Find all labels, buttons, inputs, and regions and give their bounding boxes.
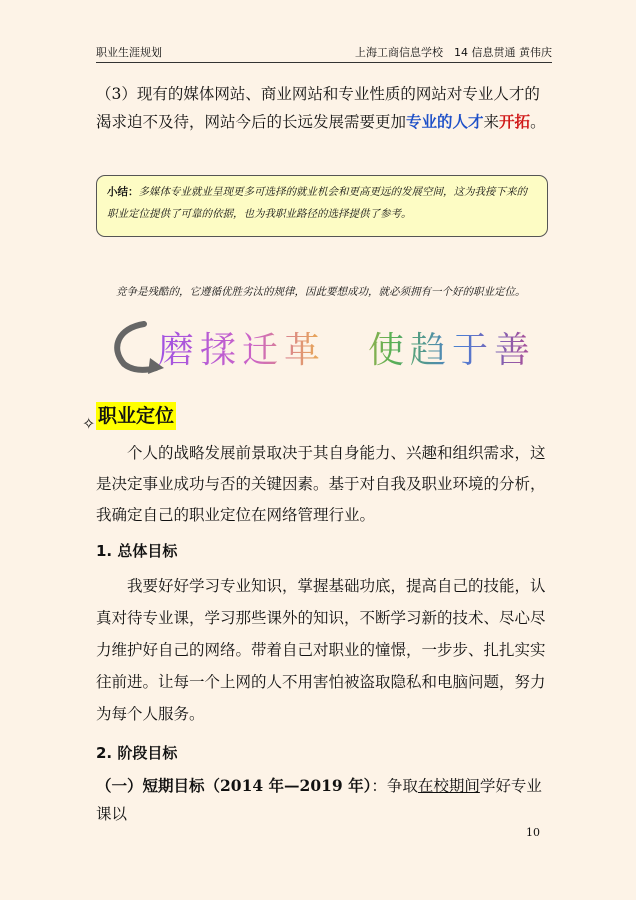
stage-goal-heading: 2. 阶段目标 bbox=[96, 744, 178, 762]
quote-text: 竞争是残酷的，它遵循优胜劣汰的规律，因此要想成功，就必须拥有一个好的职业定位。 bbox=[116, 286, 526, 298]
position-paragraph: 个人的战略发展前景取决于其自身能力、兴趣和组织需求，这是决定事业成功与否的关键因素。基于对自我及职业环境的分析，我确定自己的职业定位在网络管理行业。 bbox=[96, 444, 546, 524]
section-title: 职业定位 bbox=[96, 402, 176, 430]
slogan-wordart: 磨揉迁革 使趋于善 bbox=[158, 322, 536, 373]
summary-box bbox=[96, 175, 548, 237]
summary-label: 小结： bbox=[107, 186, 139, 198]
short-term-mid: ：争取 bbox=[371, 777, 418, 795]
intro-mid-text: 来 bbox=[483, 113, 500, 131]
header-right: 上海工商信息学校 14 信息贯通 黄伟庆 bbox=[355, 46, 552, 59]
intro-paragraph bbox=[96, 80, 552, 136]
intro-blue-text: 专业的人才 bbox=[406, 112, 484, 131]
header-left: 职业生涯规划 bbox=[96, 46, 162, 59]
short-term-goal-line bbox=[96, 772, 552, 828]
intro-end: 。 bbox=[530, 113, 546, 131]
short-term-label: （一）短期目标（2014 年—2019 年） bbox=[96, 776, 372, 795]
summary-text: 多媒体专业就业呈现更多可选择的就业机会和更高更远的发展空间，这为我接下来的职业定位提供了可靠的依据，也为我职业路径的选择提供了参考。 bbox=[107, 186, 527, 220]
overall-goal-paragraph: 我要好好学习专业知识，掌握基础功底，提高自己的技能，认真对待专业课，学习那些课外的知识，不断学习新的技术、尽心尽力维护好自己的网络。带着自己对职业的憧憬，一步步、扎扎实实往前进。让每一个上网的人不用害怕被盗取隐私和电脑问题，努力为每个人服务。 bbox=[96, 577, 546, 723]
overall-goal-heading: 1. 总体目标 bbox=[96, 542, 178, 560]
intro-text: （3）现有的媒体网站、商业网站和专业性质的网站对专业人才的渴求迫不及待，网站今后的长远发展需要更加 bbox=[96, 85, 540, 131]
sparkle-icon: ✧ bbox=[82, 414, 96, 433]
page-header bbox=[96, 42, 552, 63]
short-term-underline: 在校期间 bbox=[417, 777, 480, 795]
intro-red-text: 开拓 bbox=[499, 112, 531, 131]
short-term-end: 学好专业课以 bbox=[96, 777, 542, 823]
page-number: 10 bbox=[526, 826, 540, 839]
